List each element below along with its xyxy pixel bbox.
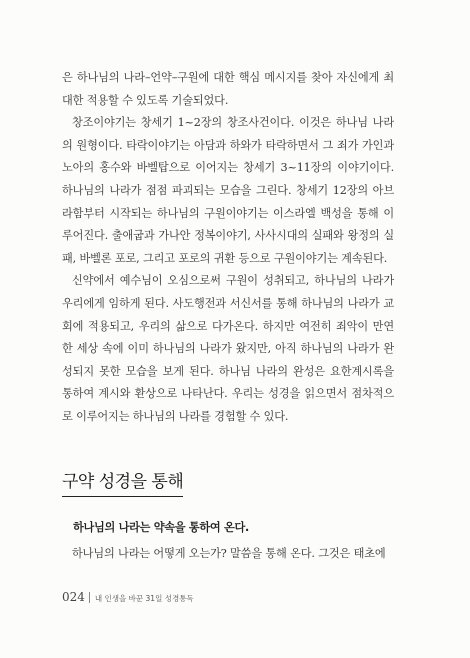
body-text — [62, 67, 394, 429]
running-title: 내 인생을 바꾼 31일 성경통독 — [94, 594, 194, 603]
body-paragraph: 창조이야기는 창세기 1~2장의 창조사건이다. 이것은 하나님 나라의 원형이다. 타락이야기는 아담과 하와가 타락하면서 그 죄가 가인과 노아의 홍수와 바벨탑으로 이어지는 창세기 3~11장의 이야기이다. 하나님의 나라가 점점 파괴되는 모습을 그린다. 창세기 12장의 아브라함부터 시작되는 하나님의 구원이야기는 이스라엘 백성을 통해 이루어진다. 출애굽과 가나안 정복이야기, 사사시대의 실패와 왕정의 실패, 바벨론 포로, 그리고 포로의 귀환 등으로 구원이야기는 계속된다. — [62, 116, 394, 265]
section-heading: 구약 성경을 통해 — [62, 467, 183, 497]
subheading: 하나님의 나라는 약속을 통하여 온다. — [73, 521, 249, 534]
section-body-text — [62, 543, 394, 565]
body-paragraph: 신약에서 예수님이 오심으로써 구원이 성취되고, 하나님의 나라가 우리에게 임하게 된다. 사도행전과 서신서를 통해 하나님의 나라가 교회에 적용되고, 우리의 삶으로 다가온다. 하지만 여전히 죄악이 만연한 세상 속에 이미 하나님의 나라가 왔지만, 아직 하나님의 나라가 완성되지 못한 모습을 보게 된다. 하나님 나라의 완성은 요한계시록을 통하여 계시와 환상으로 나타난다. 우리는 성경을 읽으면서 점차적으로 이루어지는 하나님의 나라를 경험할 수 있다. — [62, 274, 394, 423]
body-paragraph: 은 하나님의 나라–언약–구원에 대한 핵심 메시지를 찾아 자신에게 최대한 적용할 수 있도록 기술되었다. — [62, 71, 394, 107]
body-paragraph: 하나님의 나라는 어떻게 오는가? 말씀을 통해 온다. 그것은 태초에 — [72, 547, 386, 560]
footer-divider — [89, 592, 90, 603]
page-footer — [62, 590, 194, 604]
page-number: 024 — [62, 590, 85, 604]
